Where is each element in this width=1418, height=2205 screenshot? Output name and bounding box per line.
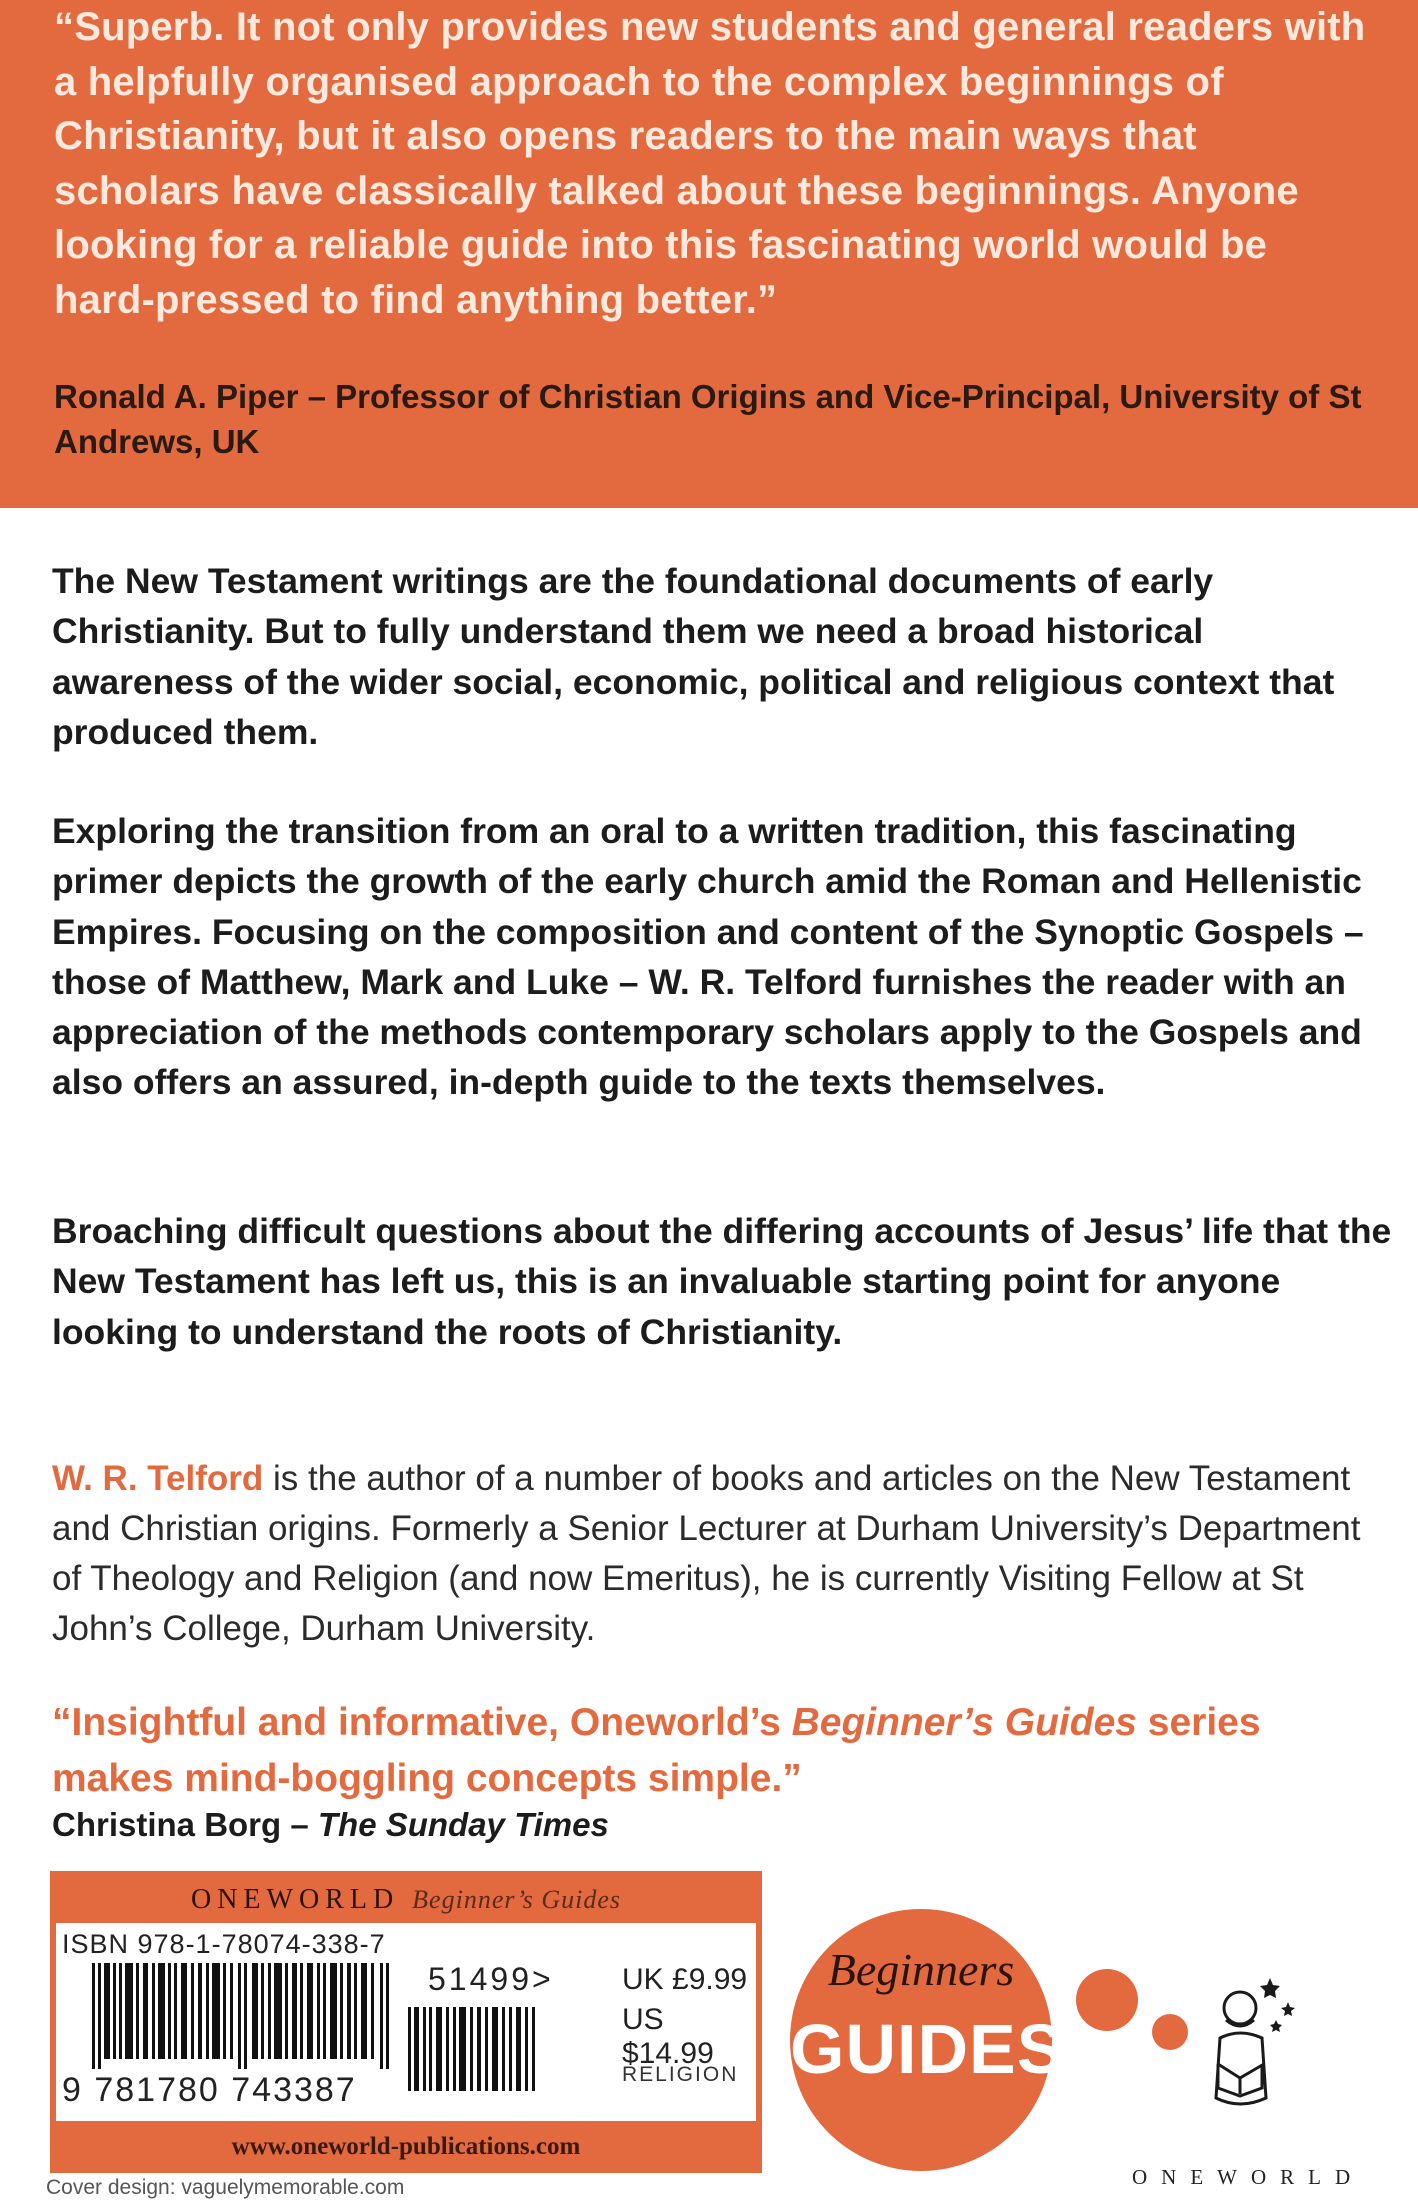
author-bio (52, 1454, 1397, 1654)
author-bio-text: is the author of a number of books and articles on the New Testament and Christian origins. Formerly a Senior Lecturer at Durham University’s Department of Theology and Religion (and now Emeritus), he is currently Visiting Fellow at St John’s College, Durham University. (52, 1459, 1361, 1648)
author-name: W. R. Telford (52, 1459, 264, 1498)
cover-credit: Cover design: vaguelymemorable.com (46, 2176, 405, 2199)
addon-digits (428, 1961, 554, 1998)
barcode-box (50, 1871, 762, 2173)
reading-figure-icon (1200, 1968, 1310, 2128)
ean-digits: 9 781780 743387 (62, 2071, 357, 2109)
price-us: US $14.99 (622, 2003, 714, 2070)
series-review-quote-end: series makes mind-boggling concepts simple.” (52, 1701, 1261, 1800)
logo-word-text: GUIDES (790, 2010, 1065, 2088)
ean-barcode-icon (92, 1963, 402, 2069)
imprint-logo-text: ONEWORLD (1132, 2165, 1365, 2189)
series-name: Beginner’s Guides (412, 1885, 622, 1914)
category-label: RELIGION (622, 2063, 739, 2086)
top-review-attribution: Ronald A. Piper – Professor of Christian Origins and Vice-Principal, University of St Andrews, UK (54, 378, 1362, 460)
addon-marker: > (531, 1961, 554, 1997)
blurb-paragraph-3: Broaching difficult questions about the differing accounts of Jesus’ life that the New Testament has left us, this is an invaluable starting point for anyone looking to understand the roots of Christianity. (52, 1211, 1392, 1352)
beginners-guides-logo (790, 1909, 1065, 2171)
logo-script-text: Beginners (827, 1944, 1015, 1995)
series-review-quote-start: “Insightful and informative, Oneworld’s (52, 1701, 792, 1744)
top-review-quote: “Superb. It not only provides new students and general readers with a helpfully organised approach to the complex beginnings of Christianity, but it also opens readers to the main ways that scholars have classically talked about these beginnings. Anyone looking for a reliable guide into this fascinating world would be hard-pressed to find anything better.” (54, 5, 1366, 322)
isbn-number: ISBN 978-1-78074-338-7 (62, 1929, 386, 1959)
series-review-publication: The Sunday Times (317, 1806, 609, 1843)
barcode-panel (56, 1923, 756, 2121)
publisher-url: www.oneworld-publications.com (231, 2133, 581, 2160)
logo-dot-large (1076, 1969, 1138, 2031)
addon-barcode-icon (408, 2007, 548, 2091)
barcode-box-header (62, 1881, 750, 1919)
top-review-band (0, 0, 1418, 508)
series-review-quote-series: Beginner’s Guides (791, 1701, 1137, 1744)
blurb-paragraph-1: The New Testament writings are the foundational documents of early Christianity. But to fully understand them we need a broad historical awareness of the wider social, economic, political and religious context that produced them. (52, 561, 1335, 752)
series-review-quote (52, 1695, 1352, 1807)
blurb-paragraph-2: Exploring the transition from an oral to a written tradition, this fascinating primer depicts the growth of the early church amid the Roman and Hellenistic Empires. Focusing on the composition and content of the Synoptic Gospels – those of Matthew, Mark and Luke – W. R. Telford furnishes the reader with an appreciation of the methods contemporary scholars apply to the Gospels and also offers an assured, in-depth guide to the texts themselves. (52, 811, 1364, 1103)
price-uk: UK £9.99 (622, 1963, 748, 1996)
logo-dot-small (1152, 2014, 1188, 2050)
series-review-attribution (52, 1806, 609, 1844)
addon-digits-value: 51499 (428, 1961, 532, 1997)
series-review-reviewer: Christina Borg – (52, 1806, 318, 1843)
publisher-name: ONEWORLD (190, 1884, 400, 1915)
